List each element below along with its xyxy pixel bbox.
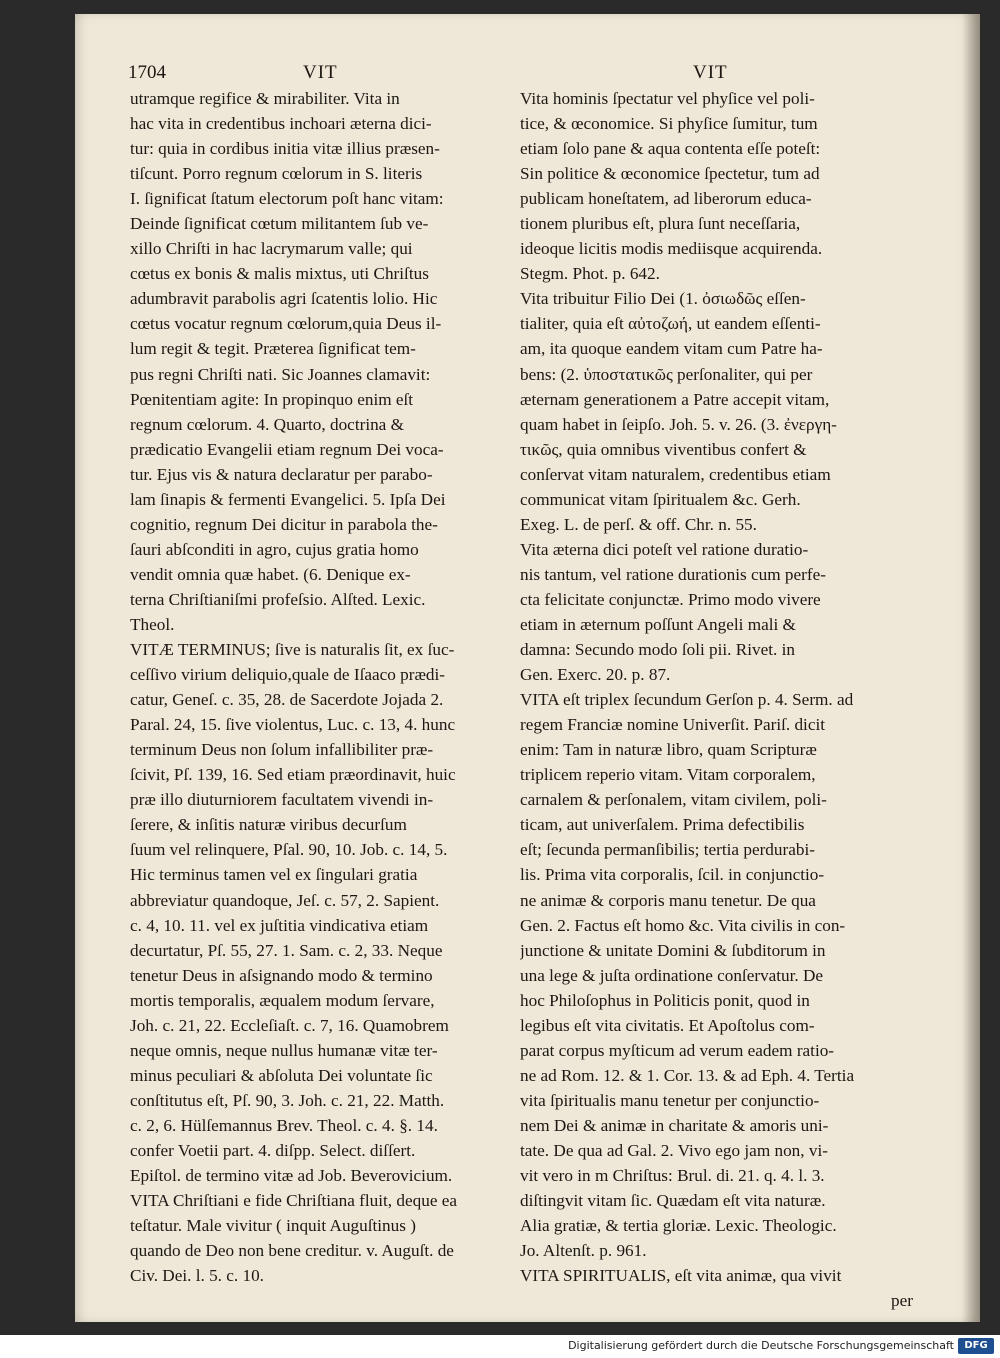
text-line: Vita tribuitur Filio Dei (1. ὀσιωδῶς eſſen- xyxy=(520,289,806,309)
text-line: τικῶς, quia omnibus viventibus confert & xyxy=(520,439,807,459)
text-line: Gen. 2. Factus eſt homo &c. Vita civilis in con- xyxy=(520,915,846,935)
text-line: legibus eſt vita civitatis. Et Apoſtolus com- xyxy=(520,1015,815,1035)
text-line: ideoque licitis modis mediisque acquirenda. xyxy=(520,239,823,259)
digitization-footer xyxy=(0,1335,1000,1358)
page-edge-shadow xyxy=(962,14,980,1322)
text-line: pus regni Chriſti nati. Sic Joannes clamavit: xyxy=(130,364,431,384)
text-line: Sin politice & œconomice ſpectetur, tum ad xyxy=(520,164,820,184)
text-line: VITA eſt triplex ſecundum Gerſon p. 4. Serm. ad xyxy=(520,690,854,710)
text-line: bens: (2. ὑποστατικῶς perſonaliter, qui per xyxy=(520,364,813,384)
text-line: Paral. 24, 15. ſive violentus, Luc. c. 13, 4. hunc xyxy=(130,715,456,735)
page-number: 1704 xyxy=(128,62,166,83)
text-line: lum regit & tegit. Præterea ſignificat tem- xyxy=(130,339,416,359)
text-line: Alia gratiæ, & tertia gloriæ. Lexic. Theologic. xyxy=(520,1216,837,1236)
text-line: vit vero in m Chriſtus: Brul. di. 21. q. 4. l. 3. xyxy=(520,1166,825,1186)
text-line: neque omnis, neque nullus humanæ vitæ ter- xyxy=(130,1040,438,1060)
text-line: VITA Chriſtiani e fide Chriſtiana fluit, deque ea xyxy=(130,1191,457,1211)
text-line: ne ad Rom. 12. & 1. Cor. 13. & ad Eph. 4. Tertia xyxy=(520,1065,855,1085)
text-line: prædicatio Evangelii etiam regnum Dei voca- xyxy=(130,439,444,459)
text-line: junctione & unitate Domini & ſubditorum in xyxy=(520,940,826,960)
text-line: terminum Deus non ſolum infallibiliter præ- xyxy=(130,740,434,760)
text-line: utramque regifice & mirabiliter. Vita in xyxy=(130,89,400,108)
text-line: publicam honeſtatem, ad liberorum educa- xyxy=(520,189,812,209)
left-text-column xyxy=(130,86,540,1288)
text-line: tur: quia in cordibus initia vitæ illius præsen- xyxy=(130,139,440,159)
text-line: xillo Chriſti in hac lacrymarum valle; qui xyxy=(130,239,413,259)
text-line: communicat vitam ſpiritualem &c. Gerh. xyxy=(520,489,801,509)
text-line: tate. De qua ad Gal. 2. Vivo ego jam non, vi- xyxy=(520,1140,828,1160)
text-line: conſtitutus eſt, Pſ. 90, 3. Joh. c. 21, 22. Matth. xyxy=(130,1090,445,1110)
text-line: am, ita quoque eandem vitam cum Patre ha- xyxy=(520,339,823,359)
text-line: enim: Tam in naturæ libro, quam Scripturæ xyxy=(520,740,817,760)
text-line: ceſſivo virium deliquio,quale de Iſaaco prædi- xyxy=(130,665,446,685)
text-line: etiam in æternum poſſunt Angeli mali & xyxy=(520,614,796,634)
text-line: Gen. Exerc. 20. p. 87. xyxy=(520,665,671,685)
text-line: parat corpus myſticum ad verum eadem ratio- xyxy=(520,1040,835,1060)
text-line: conſervat vitam naturalem, credentibus etiam xyxy=(520,464,831,484)
text-line: eſt; ſecunda permanſibilis; tertia perdurabi- xyxy=(520,840,815,860)
text-line: cœtus vocatur regnum cœlorum,quia Deus il- xyxy=(130,314,442,334)
text-line: ne animæ & corporis manu tenetur. De qua xyxy=(520,890,816,910)
text-line: tur. Ejus vis & natura declaratur per parabo- xyxy=(130,464,433,484)
text-line: tionem pluribus eſt, plura ſunt neceſſaria, xyxy=(520,214,801,234)
text-line: cœtus ex bonis & malis mixtus, uti Chriſtus xyxy=(130,264,429,284)
text-line: diſtingvit vitam ſic. Quædam eſt vita naturæ. xyxy=(520,1191,826,1211)
text-line: Pœnitentiam agite: In propinquo enim eſt xyxy=(130,389,414,409)
text-line: Joh. c. 21, 22. Eccleſiaſt. c. 7, 16. Quamobrem xyxy=(130,1015,449,1035)
text-line: catur, Geneſ. c. 35, 28. de Sacerdote Jojada 2. xyxy=(130,690,444,710)
text-line: Epiſtol. de termino vitæ ad Job. Beverovicium. xyxy=(130,1166,453,1186)
text-line: abbreviatur quandoque, Jeſ. c. 57, 2. Sapient. xyxy=(130,890,440,910)
text-line: Vita æterna dici poteſt vel ratione duratio- xyxy=(520,539,809,559)
text-line: VITA SPIRITUALIS, eſt vita animæ, qua vivit xyxy=(520,1266,842,1286)
text-line: ſcivit, Pſ. 139, 16. Sed etiam præordinavit, huic xyxy=(130,765,456,785)
text-line: Civ. Dei. l. 5. c. 10. xyxy=(130,1266,264,1286)
text-line: decurtatur, Pſ. 55, 27. 1. Sam. c. 2, 33. Neque xyxy=(130,940,443,960)
text-line: ſuum vel relinquere, Pſal. 90, 10. Job. c. 14, 5. xyxy=(130,840,448,860)
text-line: ticam, aut univerſalem. Prima defectibilis xyxy=(520,815,805,835)
text-line: lis. Prima vita corporalis, ſcil. in conjunctio- xyxy=(520,865,825,885)
text-line: lam ſinapis & fermenti Evangelici. 5. Ipſa Dei xyxy=(130,489,446,509)
text-line: damna: Secundo modo ſoli pii. Rivet. in xyxy=(520,640,795,660)
text-line: tice, & œconomice. Si phyſice ſumitur, tum xyxy=(520,114,818,134)
text-line: una lege & juſta ordinatione conſervatur. De xyxy=(520,965,824,985)
text-line: I. ſignificat ſtatum electorum poſt hanc vitam: xyxy=(130,189,444,209)
text-line: Deinde ſignificat cœtum militantem ſub ve- xyxy=(130,214,429,234)
text-line: c. 4, 10. 11. vel ex juſtitia vindicativa etiam xyxy=(130,915,429,935)
text-line: æternam generationem a Patre accepit vitam, xyxy=(520,389,830,409)
text-line: tenetur Deus in aſsignando modo & termino xyxy=(130,965,433,985)
text-line: Stegm. Phot. p. 642. xyxy=(520,264,660,284)
text-line: Theol. xyxy=(130,614,175,634)
text-line: nem Dei & animæ in charitate & amoris uni- xyxy=(520,1115,829,1135)
text-line: confer Voetii part. 4. diſpp. Select. diſſert. xyxy=(130,1140,416,1160)
text-line: regnum cœlorum. 4. Quarto, doctrina & xyxy=(130,414,404,434)
text-line: ſerere, & inſitis naturæ viribus decurſum xyxy=(130,815,407,835)
dfg-logo: DFG xyxy=(958,1338,994,1354)
text-line: VITÆ TERMINUS; ſive is naturalis ſit, ex ſuc- xyxy=(130,640,455,660)
text-line: adumbravit parabolis agri ſcatentis lolio. Hic xyxy=(130,289,438,309)
text-line: hoc Philoſophus in Politicis ponit, quod in xyxy=(520,990,810,1010)
text-line: c. 2, 6. Hülſemannus Brev. Theol. c. 4. §. 14. xyxy=(130,1115,438,1135)
text-line: carnalem & perſonalem, vitam civilem, poli- xyxy=(520,790,827,810)
left-running-head: VIT xyxy=(303,62,338,83)
text-line: etiam ſolo pane & aqua contenta eſſe poteſt: xyxy=(520,139,821,159)
text-line: Exeg. L. de perſ. & off. Chr. n. 55. xyxy=(520,514,757,534)
text-line: Vita hominis ſpectatur vel phyſice vel poli- xyxy=(520,89,815,108)
text-line: nis tantum, vel ratione durationis cum perfe- xyxy=(520,564,826,584)
text-line: quando de Deo non bene creditur. v. Auguſt. de xyxy=(130,1241,454,1261)
text-line: Jo. Altenſt. p. 961. xyxy=(520,1241,647,1261)
text-line: terna Chriſtianiſmi profeſsio. Alſted. Lexic. xyxy=(130,589,426,609)
text-line: teſtatur. Male vivitur ( inquit Auguſtinus ) xyxy=(130,1216,416,1236)
text-line: triplicem reperio vitam. Vitam corporalem, xyxy=(520,765,816,785)
text-line: ſauri abſconditi in agro, cujus gratia homo xyxy=(130,539,419,559)
right-text-column xyxy=(520,86,913,1313)
right-running-head: VIT xyxy=(693,62,728,83)
catchword: per xyxy=(891,1291,913,1311)
text-line: Hic terminus tamen vel ex ſingulari gratia xyxy=(130,865,418,885)
text-line: vita ſpiritualis manu tenetur per conjunctio- xyxy=(520,1090,820,1110)
text-line: præ illo diuturniorem facultatem vivendi in- xyxy=(130,790,434,810)
text-line: vendit omnia quæ habet. (6. Denique ex- xyxy=(130,564,411,584)
text-line: quam habet in ſeipſo. Joh. 5. v. 26. (3. ἐνεργη- xyxy=(520,414,837,434)
text-line: mortis temporalis, æqualem modum ſervare, xyxy=(130,990,435,1010)
text-line: tialiter, quia eſt αὐτοζωή, ut eandem eſſenti- xyxy=(520,314,821,334)
text-line: minus peculiari & abſoluta Dei voluntate ſic xyxy=(130,1065,433,1085)
text-line: regem Franciæ nomine Univerſit. Pariſ. dicit xyxy=(520,715,826,735)
text-line: cognitio, regnum Dei dicitur in parabola the- xyxy=(130,514,438,534)
funding-credit: Digitalisierung gefördert durch die Deutsche Forschungsgemeinschaft xyxy=(568,1339,954,1352)
text-line: tiſcunt. Porro regnum cœlorum in S. literis xyxy=(130,164,423,184)
text-line: cta felicitate conjunctæ. Primo modo vivere xyxy=(520,589,821,609)
text-line: hac vita in credentibus inchoari æterna dici- xyxy=(130,114,432,134)
